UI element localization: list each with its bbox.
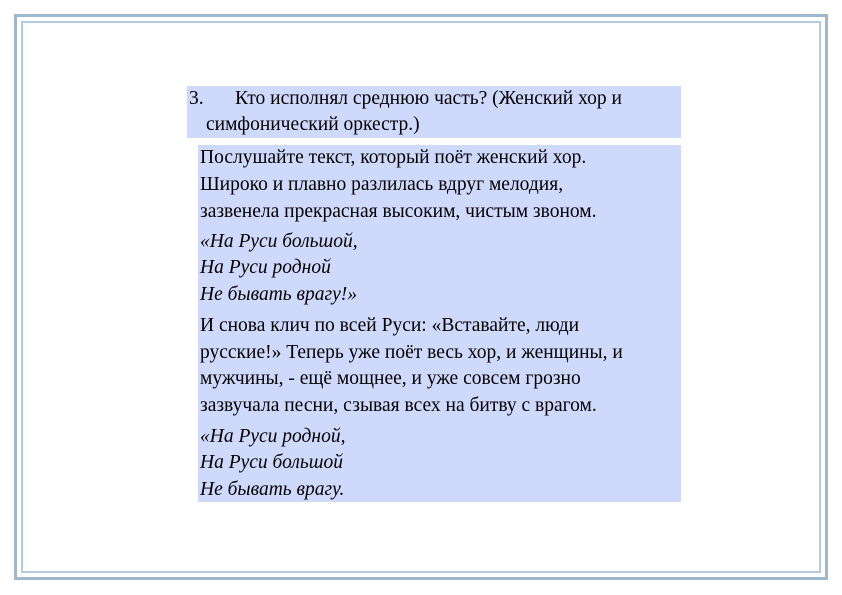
paragraph-2-line: И снова клич по всей Руси: «Вставайте, люди	[200, 315, 580, 336]
verse-1-line: «На Руси большой,	[200, 231, 358, 252]
verse-1-line: На Руси родной	[200, 257, 331, 278]
paragraph-1-line: зазвенела прекрасная высоким, чистым звоном.	[200, 201, 597, 222]
paragraph-1-line: Широко и плавно разлилась вдруг мелодия,	[200, 174, 564, 195]
paragraph-2-line: мужчины, - ещё мощнее, и уже совсем грозно	[200, 368, 581, 389]
question-number: 3.	[189, 88, 204, 109]
verse-2-line: На Руси большой	[200, 452, 343, 473]
question-text: Кто исполнял среднюю часть? (Женский хор и	[235, 88, 622, 109]
verse-2-line: Не бывать врагу.	[200, 479, 345, 500]
paragraph-2-line: русские!» Теперь уже поёт весь хор, и женщины, и	[200, 342, 623, 363]
paragraph-1-line: Послушайте текст, который поёт женский хор.	[200, 147, 587, 168]
question-line-2: симфонический оркестр.)	[206, 114, 420, 135]
question-line-1	[189, 86, 622, 113]
paragraph-2-line: зазвучала песни, сзывая всех на битву с врагом.	[200, 395, 597, 416]
verse-1-line: Не бывать врагу!»	[200, 284, 358, 305]
passage-block	[198, 145, 681, 502]
question-block	[187, 86, 681, 138]
verse-2-line: «На Руси родной,	[200, 426, 346, 447]
